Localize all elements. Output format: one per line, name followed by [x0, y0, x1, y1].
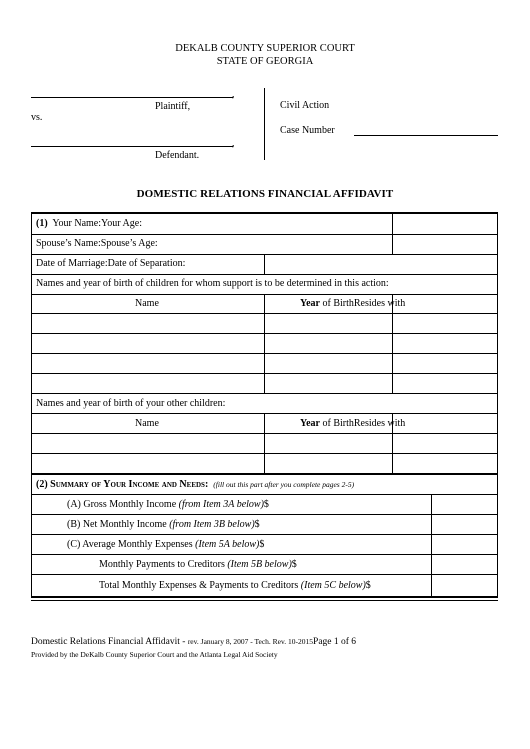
case-number-line [354, 135, 498, 136]
child-resides-input[interactable] [396, 358, 494, 370]
row-line [31, 574, 498, 575]
defendant-label: Defendant. [155, 150, 200, 161]
row-line [31, 234, 498, 235]
total-expenses-ref: (Item 5C below) [300, 580, 366, 591]
footer-page: Page 1 of 6 [313, 637, 357, 647]
section1-top-border [31, 212, 498, 214]
child-year-input[interactable] [268, 378, 388, 390]
col-line-name-2 [264, 413, 265, 473]
footer-provided-by: Provided by the DeKalb County Superior Court and the Atlanta Legal Aid Society [31, 650, 278, 659]
total-expenses-row [99, 580, 371, 592]
section2-number: (2) [36, 479, 48, 490]
caption-divider [264, 88, 265, 160]
your-name-input[interactable] [160, 219, 388, 231]
section2-right-border [497, 474, 498, 598]
col-year-bold: Year [300, 298, 320, 309]
date-of-marriage-input[interactable] [196, 259, 260, 271]
child-name-input[interactable] [35, 338, 261, 350]
gross-income-label: (A) Gross Monthly Income [67, 499, 179, 510]
section2-left-border [31, 474, 32, 598]
net-income-ref: (from Item 3B below) [169, 519, 255, 530]
gross-income-row [67, 499, 269, 511]
case-number-input[interactable] [356, 122, 496, 134]
your-age-input[interactable] [396, 219, 494, 231]
vs-label: vs. [31, 112, 43, 123]
col-resides: Resides with [353, 418, 406, 429]
dollar-sign: $ [254, 519, 260, 530]
child-year-input[interactable] [268, 318, 388, 330]
col-year-header [300, 298, 405, 310]
footer-line-1 [31, 636, 356, 648]
date-of-separation-input[interactable] [268, 259, 494, 271]
date-of-separation-label: Date of Separation: [107, 258, 186, 269]
dollar-sign: $ [291, 559, 297, 570]
dollar-sign: $ [365, 580, 371, 591]
section2-heading-row [36, 479, 354, 491]
total-expenses-label: Total Monthly Expenses & Payments to Creditors [99, 580, 301, 591]
plaintiff-label: Plaintiff, [155, 101, 191, 112]
court-state: STATE OF GEORGIA [216, 56, 314, 67]
row-line [31, 514, 498, 515]
col-of-birth: of Birth [320, 298, 354, 309]
other-child-resides-input[interactable] [396, 438, 494, 450]
col-resides: Resides with [353, 298, 406, 309]
creditor-payments-input[interactable] [435, 559, 493, 571]
row-line [31, 534, 498, 535]
your-age-label: Your Age: [101, 218, 142, 229]
plaintiff-line [31, 97, 233, 98]
other-children-label: Names and year of birth of your other children: [36, 398, 226, 409]
spouse-name-input[interactable] [170, 239, 388, 251]
col-line-separation [264, 254, 265, 274]
other-child-name-input[interactable] [35, 458, 261, 470]
creditor-payments-row [99, 559, 297, 571]
total-expenses-input[interactable] [435, 580, 493, 592]
net-income-input[interactable] [435, 519, 493, 531]
gross-income-input[interactable] [435, 499, 493, 511]
defendant-name-input[interactable] [31, 133, 231, 145]
section1-left-border [31, 213, 32, 473]
col-year-bold: Year [300, 418, 320, 429]
child-year-input[interactable] [268, 358, 388, 370]
your-name-label: Your Name: [52, 218, 102, 229]
comma-2: , [232, 138, 235, 149]
section1-bottom-border [31, 473, 498, 475]
section1-right-border [497, 213, 498, 473]
section2-instruction: (fill out this part after you complete pages 2-5) [213, 480, 355, 489]
marriage-row [36, 258, 185, 270]
spouse-name-label: Spouse’s Name: [36, 238, 101, 249]
other-child-year-input[interactable] [268, 438, 388, 450]
row-line [31, 393, 498, 394]
child-resides-input[interactable] [396, 378, 494, 390]
creditor-payments-label: Monthly Payments to Creditors [99, 559, 228, 570]
form-title: DOMESTIC RELATIONS FINANCIAL AFFIDAVIT [136, 188, 394, 200]
other-child-name-input[interactable] [35, 438, 261, 450]
col-name-header-2: Name [135, 418, 159, 429]
child-resides-input[interactable] [396, 318, 494, 330]
other-child-year-input[interactable] [268, 458, 388, 470]
col-name-header: Name [135, 298, 159, 309]
child-resides-input[interactable] [396, 338, 494, 350]
col-line-age [392, 213, 393, 254]
net-income-label: (B) Net Monthly Income [67, 519, 170, 530]
comma-1: , [232, 89, 235, 100]
avg-expenses-input[interactable] [435, 539, 493, 551]
child-name-input[interactable] [35, 358, 261, 370]
footer-form-name: Domestic Relations Financial Affidavit - [31, 637, 188, 647]
child-name-input[interactable] [35, 318, 261, 330]
amount-column-line [431, 494, 432, 596]
col-year-header-2 [300, 418, 405, 430]
children-support-label: Names and year of birth of children for whom support is to be determined in this action: [36, 278, 389, 289]
child-year-input[interactable] [268, 338, 388, 350]
your-name-row [36, 218, 142, 230]
avg-expenses-ref: (Item 5A below) [195, 539, 260, 550]
date-of-marriage-label: Date of Marriage: [36, 258, 108, 269]
dollar-sign: $ [263, 499, 269, 510]
section2-bottom-double-line [31, 600, 498, 601]
col-of-birth: of Birth [320, 418, 354, 429]
civil-action-label: Civil Action [280, 100, 330, 111]
child-name-input[interactable] [35, 378, 261, 390]
other-child-resides-input[interactable] [396, 458, 494, 470]
col-line-name-1 [264, 294, 265, 393]
section1-number: (1) [36, 218, 48, 229]
spouse-row [36, 238, 158, 250]
section2-bottom-border [31, 596, 498, 598]
avg-expenses-label: (C) Average Monthly Expenses [67, 539, 196, 550]
avg-expenses-row [67, 539, 264, 551]
gross-income-ref: (from Item 3A below) [178, 499, 264, 510]
case-number-label: Case Number [280, 125, 335, 136]
footer-revision: rev. January 8, 2007 - Tech. Rev. 10-2015 [187, 637, 314, 646]
spouse-age-label: Spouse’s Age: [100, 238, 158, 249]
spouse-age-input[interactable] [396, 239, 494, 251]
row-line [31, 274, 498, 275]
net-income-row [67, 519, 260, 531]
court-name: DEKALB COUNTY SUPERIOR COURT [175, 43, 355, 54]
row-line [31, 554, 498, 555]
creditor-payments-ref: (Item 5B below) [227, 559, 292, 570]
defendant-line [31, 146, 233, 147]
plaintiff-name-input[interactable] [31, 84, 231, 96]
section2-heading: Summary of Your Income and Needs: [50, 479, 209, 490]
dollar-sign: $ [259, 539, 265, 550]
row-line [31, 494, 498, 495]
